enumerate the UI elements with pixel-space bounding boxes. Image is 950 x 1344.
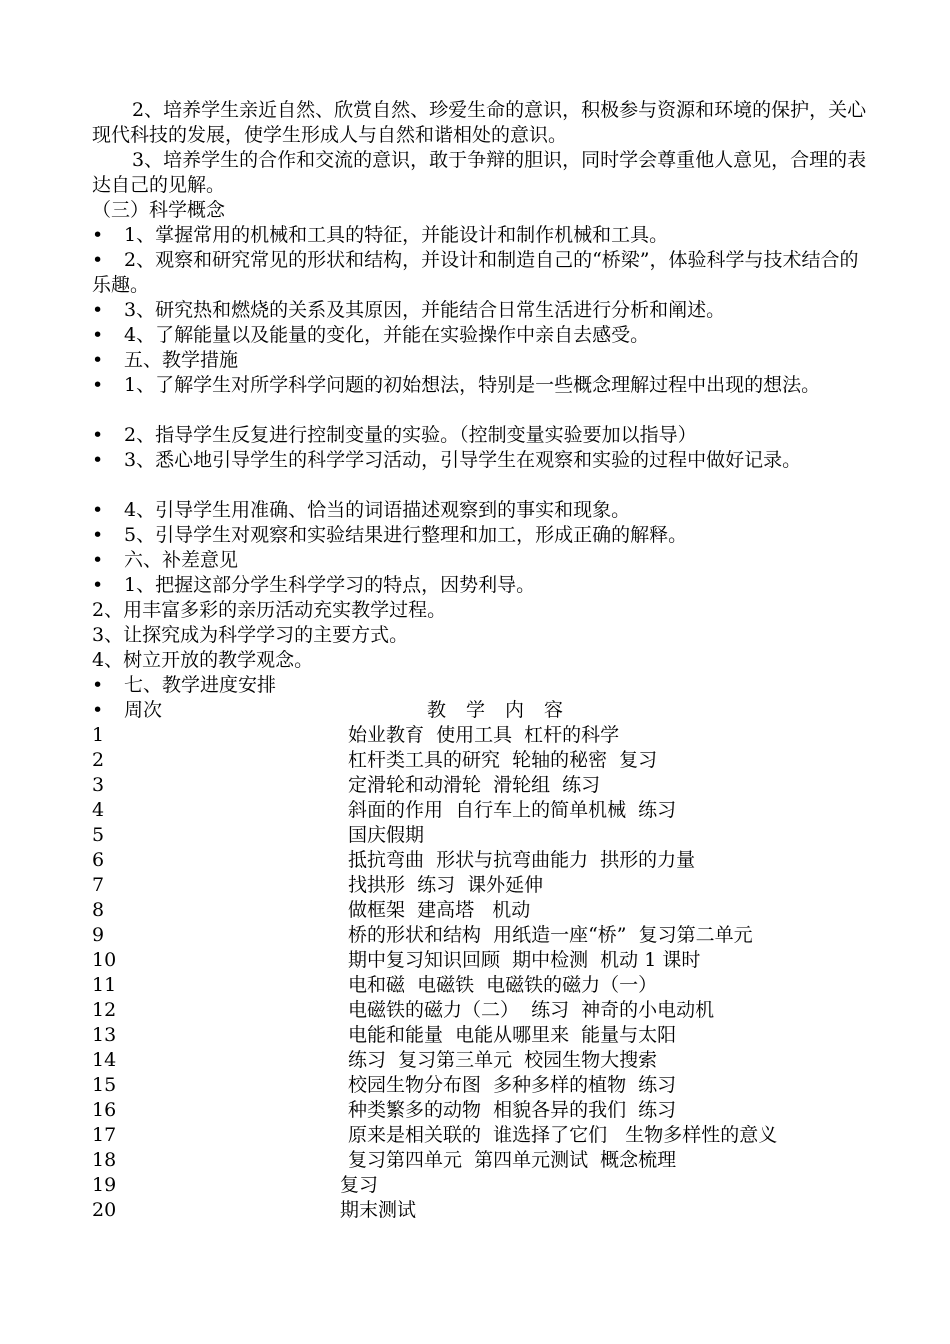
week-content: 斜面的作用 自行车上的简单机械 练习 [348,799,677,821]
week-number: 16 [92,1099,117,1121]
science-item-text: 2、观察和研究常见的形状和结构，并设计和制造自己的“桥梁”，体验科学与技术结合的乐趣。 [92,249,859,296]
week-number: 8 [92,899,105,921]
bullet-icon: • [92,574,104,596]
section-heading-schedule [92,673,276,698]
remedial-item: 4、树立开放的教学观念。 [92,649,314,671]
week-number: 5 [92,824,105,846]
week-content: 电能和能量 电能从哪里来 能量与太阳 [348,1024,677,1046]
remedial-item: 3、让探究成为科学学习的主要方式。 [92,624,409,646]
science-item [92,223,668,248]
section-heading-science-concepts: （三）科学概念 [92,199,226,221]
week-number: 11 [92,974,117,996]
bullet-icon: • [92,374,104,396]
paragraph-goal-3: 3、培养学生的合作和交流的意识，敢于争辩的胆识，同时学会尊重他人意见，合理的表达自己的见解。 [92,149,867,196]
bullet-icon: • [92,699,104,721]
section-heading-remedial [92,548,238,573]
measure-item [92,423,697,448]
remedial-item-text: 1、把握这部分学生科学学习的特点，因势利导。 [124,574,536,596]
measure-item [92,523,687,548]
measure-item [92,498,630,523]
week-number: 4 [92,799,105,821]
bullet-icon: • [92,249,104,271]
measure-item-text: 5、引导学生对观察和实验结果进行整理和加工，形成正确的解释。 [124,524,688,546]
week-content: 电磁铁的磁力（二） 练习 神奇的小电动机 [348,999,715,1021]
bullet-icon: • [92,449,104,471]
science-item [92,323,649,348]
week-content: 杠杆类工具的研究 轮轴的秘密 复习 [348,749,658,771]
week-number: 19 [92,1174,117,1196]
week-content: 复习 [340,1174,379,1196]
section-heading-text: 六、补差意见 [124,549,239,571]
week-content: 原来是相关联的 谁选择了它们 生物多样性的意义 [348,1124,778,1146]
week-content: 抵抗弯曲 形状与抗弯曲能力 拱形的力量 [348,849,696,871]
bullet-icon: • [92,324,104,346]
science-item-text: 4、了解能量以及能量的变化，并能在实验操作中亲自去感受。 [124,324,650,346]
week-number: 12 [92,999,117,1021]
section-heading-text: 五、教学措施 [124,349,239,371]
week-number: 13 [92,1024,117,1046]
week-content: 电和磁 电磁铁 电磁铁的磁力（一） [348,974,658,996]
measure-item-text: 3、悉心地引导学生的科学学习活动，引导学生在观察和实验的过程中做好记录。 [124,449,802,471]
bullet-icon: • [92,549,104,571]
bullet-icon: • [92,349,104,371]
week-number: 1 [92,724,105,746]
schedule-header-week-label: 周次 [124,699,163,721]
bullet-icon: • [92,224,104,246]
week-number: 14 [92,1049,117,1071]
week-number: 2 [92,749,105,771]
week-content: 复习第四单元 第四单元测试 概念梳理 [348,1149,677,1171]
week-number: 20 [92,1199,117,1221]
week-content: 国庆假期 [348,824,425,846]
week-content: 期末测试 [340,1199,417,1221]
schedule-header-week [92,698,162,723]
week-content: 种类繁多的动物 相貌各异的我们 练习 [348,1099,677,1121]
section-heading-text: 七、教学进度安排 [124,674,277,696]
section-heading-measures [92,348,238,373]
paragraph-goal-2: 2、培养学生亲近自然、欣赏自然、珍爱生命的意识，积极参与资源和环境的保护，关心现代科技的发展，使学生形成人与自然和谐相处的意识。 [92,99,867,146]
measure-item [92,448,867,473]
science-item [92,298,725,323]
remedial-item: 2、用丰富多彩的亲历活动充实教学过程。 [92,599,447,621]
week-number: 18 [92,1149,117,1171]
bullet-icon: • [92,424,104,446]
week-content: 找拱形 练习 课外延伸 [348,874,544,896]
week-content: 做框架 建高塔 机动 [348,899,531,921]
bullet-icon: • [92,499,104,521]
week-number: 6 [92,849,105,871]
week-number: 9 [92,924,105,946]
week-content: 期中复习知识回顾 期中检测 机动 1 课时 [348,949,701,971]
week-number: 7 [92,874,105,896]
week-content: 始业教育 使用工具 杠杆的科学 [348,724,620,746]
measure-item-text: 2、指导学生反复进行控制变量的实验。（控制变量实验要加以指导） [124,424,697,446]
science-item-text: 3、研究热和燃烧的关系及其原因，并能结合日常生活进行分析和阐述。 [124,299,726,321]
week-content: 校园生物分布图 多种多样的植物 练习 [348,1074,677,1096]
week-number: 17 [92,1124,117,1146]
schedule-header-content: 教学内容 [427,699,584,721]
bullet-icon: • [92,674,104,696]
science-item [92,248,867,298]
remedial-item [92,573,535,598]
week-number: 3 [92,774,105,796]
week-number: 10 [92,949,117,971]
week-number: 15 [92,1074,117,1096]
week-content: 桥的形状和结构 用纸造一座“桥” 复习第二单元 [348,924,753,946]
measure-item-text: 4、引导学生用准确、恰当的词语描述观察到的事实和现象。 [124,499,631,521]
week-content: 定滑轮和动滑轮 滑轮组 练习 [348,774,601,796]
measure-item-text: 1、了解学生对所学科学问题的初始想法，特别是一些概念理解过程中出现的想法。 [124,374,821,396]
bullet-icon: • [92,524,104,546]
week-content: 练习 复习第三单元 校园生物大搜索 [348,1049,658,1071]
science-item-text: 1、掌握常用的机械和工具的特征，并能设计和制作机械和工具。 [124,224,669,246]
bullet-icon: • [92,299,104,321]
measure-item [92,373,867,398]
